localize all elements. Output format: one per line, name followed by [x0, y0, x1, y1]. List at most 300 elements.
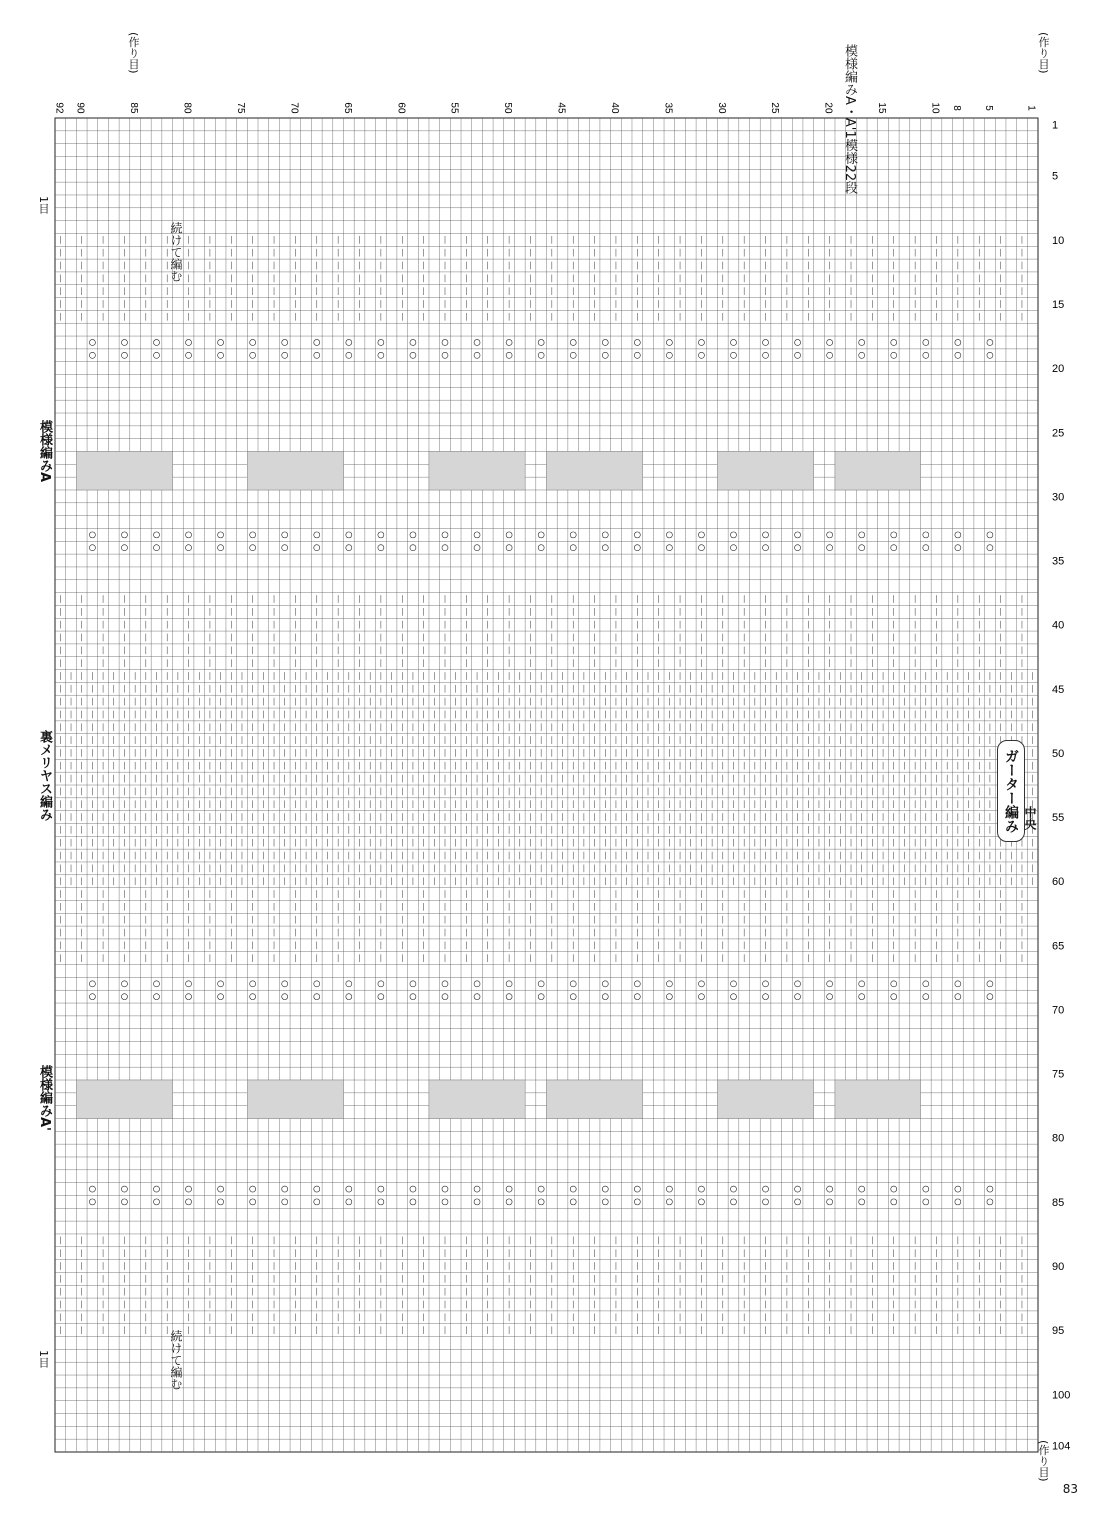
yarn-over-mark	[923, 1186, 929, 1192]
cable-shaded-band	[247, 452, 343, 490]
yarn-over-mark	[474, 545, 480, 551]
yarn-over-mark	[538, 532, 544, 538]
yarn-over-mark	[923, 352, 929, 358]
label-center: 中央	[1023, 806, 1037, 830]
yarn-over-mark	[634, 1199, 640, 1205]
yarn-over-mark	[474, 532, 480, 538]
yarn-over-mark	[891, 981, 897, 987]
yarn-over-mark	[121, 1186, 127, 1192]
yarn-over-mark	[795, 994, 801, 1000]
yarn-over-mark	[410, 1186, 416, 1192]
yarn-over-mark	[891, 1199, 897, 1205]
yarn-over-mark	[506, 994, 512, 1000]
yarn-over-mark	[538, 1199, 544, 1205]
yarn-over-mark	[763, 532, 769, 538]
yarn-over-mark	[666, 981, 672, 987]
cable-shaded-band	[835, 452, 920, 490]
yarn-over-mark	[763, 1186, 769, 1192]
col-tick-label: 35	[662, 102, 674, 114]
yarn-over-mark	[218, 994, 224, 1000]
yarn-over-mark	[795, 545, 801, 551]
yarn-over-mark	[602, 545, 608, 551]
yarn-over-mark	[666, 1199, 672, 1205]
row-tick-label: 100	[1052, 1389, 1071, 1402]
yarn-over-mark	[763, 352, 769, 358]
yarn-over-mark	[314, 1186, 320, 1192]
yarn-over-mark	[314, 545, 320, 551]
row-tick-label: 75	[1052, 1068, 1065, 1081]
yarn-over-mark	[218, 981, 224, 987]
yarn-over-mark	[121, 981, 127, 987]
yarn-over-mark	[474, 1199, 480, 1205]
yarn-over-mark	[602, 339, 608, 345]
col-tick-label: 5	[982, 105, 994, 111]
yarn-over-mark	[795, 1186, 801, 1192]
yarn-over-mark	[378, 1186, 384, 1192]
yarn-over-mark	[570, 532, 576, 538]
yarn-over-mark	[506, 981, 512, 987]
yarn-over-mark	[634, 994, 640, 1000]
row-tick-label: 5	[1052, 170, 1059, 183]
yarn-over-mark	[987, 532, 993, 538]
yarn-over-mark	[346, 981, 352, 987]
yarn-over-mark	[570, 1199, 576, 1205]
yarn-over-mark	[955, 994, 961, 1000]
yarn-over-mark	[442, 1199, 448, 1205]
yarn-over-mark	[410, 994, 416, 1000]
yarn-over-mark	[538, 339, 544, 345]
yarn-over-mark	[378, 532, 384, 538]
cable-shaded-band	[429, 452, 525, 490]
yarn-over-mark	[474, 352, 480, 358]
label-cast-on-top-left: (作り目)	[127, 32, 140, 74]
yarn-over-mark	[955, 339, 961, 345]
yarn-over-mark	[570, 352, 576, 358]
yarn-over-mark	[827, 1186, 833, 1192]
row-tick-label: 65	[1052, 940, 1065, 953]
col-tick-label: 1	[1025, 105, 1037, 111]
row-tick-label: 85	[1052, 1196, 1065, 1209]
yarn-over-mark	[987, 352, 993, 358]
yarn-over-mark	[698, 994, 704, 1000]
yarn-over-mark	[666, 545, 672, 551]
row-tick-label: 35	[1052, 555, 1065, 568]
yarn-over-mark	[121, 1199, 127, 1205]
yarn-over-mark	[634, 545, 640, 551]
yarn-over-mark	[666, 994, 672, 1000]
yarn-over-mark	[570, 545, 576, 551]
yarn-over-mark	[698, 981, 704, 987]
yarn-over-mark	[154, 352, 160, 358]
yarn-over-mark	[730, 532, 736, 538]
yarn-over-mark	[410, 1199, 416, 1205]
yarn-over-mark	[859, 981, 865, 987]
label-pattern-a-prime: 模様編みA'	[37, 1065, 52, 1132]
yarn-over-mark	[314, 981, 320, 987]
cable-shaded-band	[429, 1080, 525, 1118]
yarn-over-mark	[89, 532, 95, 538]
yarn-over-mark	[538, 352, 544, 358]
yarn-over-mark	[250, 352, 256, 358]
yarn-over-mark	[923, 981, 929, 987]
col-tick-label: 25	[769, 102, 781, 114]
row-tick-label: 95	[1052, 1325, 1065, 1338]
yarn-over-mark	[506, 1186, 512, 1192]
yarn-over-mark	[346, 352, 352, 358]
yarn-over-mark	[410, 352, 416, 358]
yarn-over-mark	[923, 339, 929, 345]
yarn-over-mark	[795, 352, 801, 358]
yarn-over-mark	[955, 352, 961, 358]
label-repeat-note: 模様編みA・A'1模様22段	[842, 44, 857, 195]
row-tick-label: 15	[1052, 298, 1065, 311]
yarn-over-mark	[474, 1186, 480, 1192]
yarn-over-mark	[410, 545, 416, 551]
yarn-over-mark	[730, 1186, 736, 1192]
cable-shaded-band	[717, 452, 813, 490]
yarn-over-mark	[955, 545, 961, 551]
yarn-over-mark	[955, 532, 961, 538]
row-tick-label: 55	[1052, 812, 1065, 825]
yarn-over-mark	[827, 532, 833, 538]
row-tick-label: 20	[1052, 363, 1065, 376]
yarn-over-mark	[602, 1186, 608, 1192]
yarn-over-mark	[891, 339, 897, 345]
yarn-over-mark	[89, 1186, 95, 1192]
yarn-over-mark	[121, 994, 127, 1000]
yarn-over-mark	[250, 339, 256, 345]
yarn-over-mark	[602, 981, 608, 987]
yarn-over-mark	[763, 545, 769, 551]
yarn-over-mark	[218, 352, 224, 358]
yarn-over-mark	[154, 981, 160, 987]
page-number: 83	[1062, 1482, 1078, 1496]
label-cast-on-top-right: (作り目)	[1037, 32, 1050, 74]
yarn-over-mark	[154, 545, 160, 551]
yarn-over-mark	[666, 352, 672, 358]
yarn-over-mark	[763, 981, 769, 987]
yarn-over-mark	[795, 1199, 801, 1205]
yarn-over-mark	[634, 339, 640, 345]
yarn-over-mark	[378, 994, 384, 1000]
yarn-over-mark	[698, 545, 704, 551]
col-tick-label: 80	[181, 102, 193, 114]
yarn-over-mark	[89, 545, 95, 551]
yarn-over-mark	[570, 994, 576, 1000]
yarn-over-mark	[891, 532, 897, 538]
yarn-over-mark	[666, 1186, 672, 1192]
yarn-over-mark	[634, 532, 640, 538]
yarn-over-mark	[730, 1199, 736, 1205]
yarn-over-mark	[218, 1199, 224, 1205]
yarn-over-mark	[186, 1186, 192, 1192]
yarn-over-mark	[730, 352, 736, 358]
yarn-over-mark	[859, 1186, 865, 1192]
yarn-over-mark	[314, 1199, 320, 1205]
yarn-over-mark	[218, 1186, 224, 1192]
yarn-over-mark	[602, 1199, 608, 1205]
yarn-over-mark	[154, 1199, 160, 1205]
col-tick-label: 60	[395, 102, 407, 114]
label-one-stitch-top: 1目	[37, 196, 50, 214]
yarn-over-mark	[827, 994, 833, 1000]
yarn-over-mark	[442, 994, 448, 1000]
col-tick-label: 8	[950, 105, 962, 111]
yarn-over-mark	[506, 1199, 512, 1205]
yarn-over-mark	[570, 339, 576, 345]
cable-shaded-band	[835, 1080, 920, 1118]
label-pattern-a: 模様編みA	[37, 420, 52, 483]
yarn-over-mark	[89, 352, 95, 358]
yarn-over-mark	[346, 1199, 352, 1205]
yarn-over-mark	[538, 1186, 544, 1192]
col-tick-label: 70	[288, 102, 300, 114]
yarn-over-mark	[923, 1199, 929, 1205]
yarn-over-mark	[923, 532, 929, 538]
yarn-over-mark	[506, 545, 512, 551]
col-tick-label: 85	[128, 102, 140, 114]
yarn-over-mark	[666, 339, 672, 345]
yarn-over-mark	[795, 339, 801, 345]
yarn-over-mark	[506, 532, 512, 538]
yarn-over-mark	[282, 1186, 288, 1192]
yarn-over-mark	[570, 1186, 576, 1192]
yarn-over-mark	[634, 352, 640, 358]
yarn-over-mark	[763, 339, 769, 345]
cable-shaded-band	[717, 1080, 813, 1118]
yarn-over-mark	[89, 981, 95, 987]
row-tick-label: 30	[1052, 491, 1065, 504]
yarn-over-mark	[346, 545, 352, 551]
row-tick-label: 70	[1052, 1004, 1065, 1017]
yarn-over-mark	[602, 352, 608, 358]
yarn-over-mark	[698, 532, 704, 538]
yarn-over-mark	[955, 1199, 961, 1205]
yarn-over-mark	[442, 545, 448, 551]
yarn-over-mark	[314, 994, 320, 1000]
yarn-over-mark	[346, 339, 352, 345]
label-reverse-stockinette: 裏メリヤス編み	[37, 730, 52, 821]
yarn-over-mark	[154, 994, 160, 1000]
yarn-over-mark	[730, 981, 736, 987]
col-tick-label: 10	[929, 102, 941, 114]
yarn-over-mark	[859, 994, 865, 1000]
yarn-over-mark	[282, 994, 288, 1000]
yarn-over-mark	[506, 352, 512, 358]
yarn-over-mark	[121, 339, 127, 345]
col-tick-label: 75	[234, 102, 246, 114]
yarn-over-mark	[121, 532, 127, 538]
row-tick-label: 50	[1052, 747, 1065, 760]
yarn-over-mark	[698, 1186, 704, 1192]
yarn-over-mark	[474, 339, 480, 345]
yarn-over-mark	[314, 532, 320, 538]
yarn-over-mark	[250, 994, 256, 1000]
yarn-over-mark	[186, 981, 192, 987]
yarn-over-mark	[634, 981, 640, 987]
yarn-over-mark	[987, 994, 993, 1000]
yarn-over-mark	[442, 532, 448, 538]
yarn-over-mark	[121, 352, 127, 358]
yarn-over-mark	[859, 532, 865, 538]
yarn-over-mark	[506, 339, 512, 345]
yarn-over-mark	[859, 545, 865, 551]
yarn-over-mark	[891, 994, 897, 1000]
col-tick-label: 92	[53, 102, 65, 114]
row-tick-label: 45	[1052, 683, 1065, 696]
cable-shaded-band	[547, 452, 643, 490]
yarn-over-mark	[250, 1199, 256, 1205]
yarn-over-mark	[250, 981, 256, 987]
yarn-over-mark	[698, 352, 704, 358]
yarn-over-mark	[250, 1186, 256, 1192]
yarn-over-mark	[955, 981, 961, 987]
yarn-over-mark	[474, 994, 480, 1000]
yarn-over-mark	[730, 545, 736, 551]
cable-shaded-band	[76, 1080, 172, 1118]
yarn-over-mark	[250, 545, 256, 551]
yarn-over-mark	[730, 339, 736, 345]
yarn-over-mark	[218, 339, 224, 345]
yarn-over-mark	[218, 545, 224, 551]
cable-shaded-band	[247, 1080, 343, 1118]
yarn-over-mark	[218, 532, 224, 538]
label-continue-top: 続けて編む	[169, 222, 183, 282]
yarn-over-mark	[923, 545, 929, 551]
col-tick-label: 45	[555, 102, 567, 114]
row-tick-label: 104	[1052, 1440, 1071, 1453]
yarn-over-mark	[378, 339, 384, 345]
yarn-over-mark	[827, 352, 833, 358]
yarn-over-mark	[186, 994, 192, 1000]
label-cast-on-right-bottom: (作り目)	[1037, 1440, 1050, 1482]
yarn-over-mark	[378, 1199, 384, 1205]
yarn-over-mark	[186, 532, 192, 538]
yarn-over-mark	[698, 1199, 704, 1205]
yarn-over-mark	[154, 339, 160, 345]
yarn-over-mark	[121, 545, 127, 551]
yarn-over-mark	[859, 352, 865, 358]
yarn-over-mark	[891, 1186, 897, 1192]
col-tick-label: 65	[341, 102, 353, 114]
label-one-stitch-bottom: 1目	[37, 1350, 50, 1368]
yarn-over-mark	[474, 981, 480, 987]
col-tick-label: 30	[715, 102, 727, 114]
yarn-over-mark	[282, 981, 288, 987]
yarn-over-mark	[859, 1199, 865, 1205]
yarn-over-mark	[634, 1186, 640, 1192]
yarn-over-mark	[795, 981, 801, 987]
yarn-over-mark	[538, 545, 544, 551]
yarn-over-mark	[154, 532, 160, 538]
col-tick-label: 15	[876, 102, 888, 114]
yarn-over-mark	[314, 339, 320, 345]
label-garter: ガーター編み	[997, 740, 1025, 842]
yarn-over-mark	[987, 545, 993, 551]
row-tick-label: 80	[1052, 1132, 1065, 1145]
row-tick-label: 10	[1052, 234, 1065, 247]
yarn-over-mark	[89, 994, 95, 1000]
yarn-over-mark	[186, 545, 192, 551]
yarn-over-mark	[154, 1186, 160, 1192]
row-tick-label: 60	[1052, 876, 1065, 889]
yarn-over-mark	[987, 981, 993, 987]
yarn-over-mark	[346, 994, 352, 1000]
yarn-over-mark	[827, 339, 833, 345]
row-tick-label: 1	[1052, 119, 1059, 132]
yarn-over-mark	[282, 532, 288, 538]
yarn-over-mark	[282, 339, 288, 345]
yarn-over-mark	[346, 1186, 352, 1192]
yarn-over-mark	[602, 532, 608, 538]
yarn-over-mark	[602, 994, 608, 1000]
yarn-over-mark	[282, 352, 288, 358]
yarn-over-mark	[282, 1199, 288, 1205]
col-tick-label: 20	[822, 102, 834, 114]
yarn-over-mark	[378, 545, 384, 551]
yarn-over-mark	[89, 1199, 95, 1205]
yarn-over-mark	[827, 1199, 833, 1205]
yarn-over-mark	[410, 981, 416, 987]
yarn-over-mark	[795, 532, 801, 538]
yarn-over-mark	[891, 352, 897, 358]
yarn-over-mark	[827, 545, 833, 551]
yarn-over-mark	[955, 1186, 961, 1192]
cable-shaded-band	[547, 1080, 643, 1118]
yarn-over-mark	[763, 1199, 769, 1205]
yarn-over-mark	[186, 1199, 192, 1205]
yarn-over-mark	[987, 1199, 993, 1205]
yarn-over-mark	[987, 1186, 993, 1192]
row-tick-label: 25	[1052, 427, 1065, 440]
yarn-over-mark	[282, 545, 288, 551]
yarn-over-mark	[827, 981, 833, 987]
yarn-over-mark	[698, 339, 704, 345]
yarn-over-mark	[89, 339, 95, 345]
col-tick-label: 90	[74, 102, 86, 114]
yarn-over-mark	[730, 994, 736, 1000]
yarn-over-mark	[891, 545, 897, 551]
yarn-over-mark	[442, 339, 448, 345]
col-tick-label: 50	[502, 102, 514, 114]
yarn-over-mark	[859, 339, 865, 345]
yarn-over-mark	[378, 981, 384, 987]
yarn-over-mark	[538, 981, 544, 987]
yarn-over-mark	[538, 994, 544, 1000]
row-tick-label: 40	[1052, 619, 1065, 632]
yarn-over-mark	[250, 532, 256, 538]
yarn-over-mark	[666, 532, 672, 538]
yarn-over-mark	[570, 981, 576, 987]
cable-shaded-band	[76, 452, 172, 490]
label-continue-bottom: 続けて編む	[169, 1330, 183, 1390]
yarn-over-mark	[442, 981, 448, 987]
yarn-over-mark	[987, 339, 993, 345]
yarn-over-mark	[378, 352, 384, 358]
yarn-over-mark	[314, 352, 320, 358]
yarn-over-mark	[763, 994, 769, 1000]
row-tick-label: 90	[1052, 1261, 1065, 1274]
yarn-over-mark	[923, 994, 929, 1000]
yarn-over-mark	[186, 352, 192, 358]
col-tick-label: 55	[448, 102, 460, 114]
col-tick-label: 40	[608, 102, 620, 114]
yarn-over-mark	[410, 532, 416, 538]
yarn-over-mark	[346, 532, 352, 538]
yarn-over-mark	[442, 1186, 448, 1192]
yarn-over-mark	[442, 352, 448, 358]
yarn-over-mark	[186, 339, 192, 345]
